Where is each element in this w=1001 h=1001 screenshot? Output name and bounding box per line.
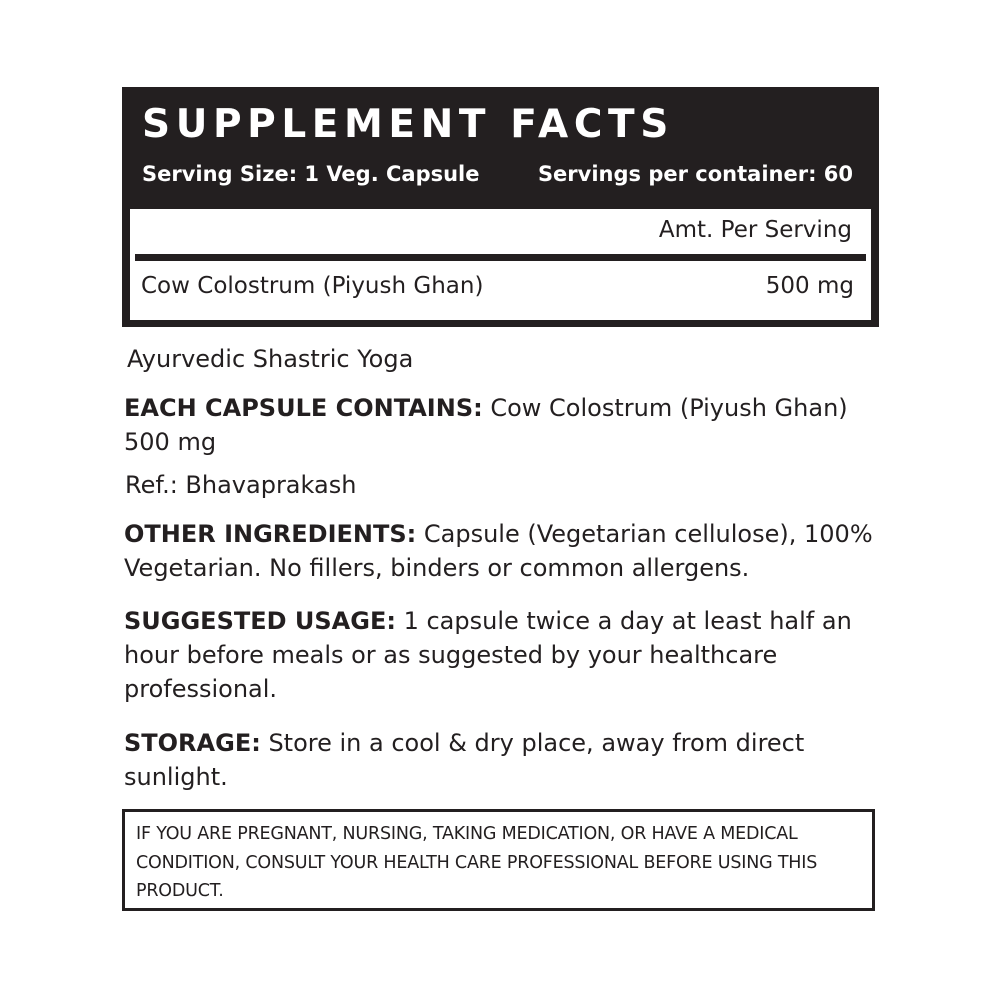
supplement-facts-title: SUPPLEMENT FACTS (142, 102, 674, 147)
formulation-type: Ayurvedic Shastric Yoga (127, 345, 414, 373)
storage (124, 726, 874, 794)
other-ingredients-text: Capsule (Vegetarian cellulose), 100% Vegetarian. No fillers, binders or common allergens. (124, 520, 873, 582)
ingredient-amount: 500 mg (765, 273, 854, 299)
storage-label: STORAGE: (124, 729, 261, 757)
each-capsule-label: EACH CAPSULE CONTAINS: (124, 394, 483, 422)
storage-text: Store in a cool & dry place, away from direct sunlight. (124, 729, 805, 791)
suggested-usage (124, 604, 874, 706)
other-ingredients-label: OTHER INGREDIENTS: (124, 520, 417, 548)
warning-box (122, 809, 875, 911)
amount-per-serving-header: Amt. Per Serving (658, 217, 852, 243)
table-divider (135, 254, 866, 261)
each-capsule-contains (124, 391, 874, 459)
suggested-usage-label: SUGGESTED USAGE: (124, 607, 396, 635)
reference: Ref.: Bhavaprakash (125, 471, 357, 499)
facts-table (130, 209, 871, 320)
each-capsule-text: Cow Colostrum (Piyush Ghan) 500 mg (124, 394, 848, 456)
supplement-facts-panel (122, 87, 879, 327)
warning-text: IF YOU ARE PREGNANT, NURSING, TAKING MEDICATION, OR HAVE A MEDICAL CONDITION, CONSULT YOUR HEALTH CARE PROFESSIONAL BEFORE USING THIS PRODUCT. (136, 824, 818, 901)
other-ingredients (124, 517, 874, 585)
servings-per-container: Servings per container: 60 (537, 162, 853, 186)
suggested-usage-text: 1 capsule twice a day at least half an hour before meals or as suggested by your healthcare professional. (124, 607, 852, 703)
ingredient-name: Cow Colostrum (Piyush Ghan) (141, 273, 484, 299)
serving-size: Serving Size: 1 Veg. Capsule (142, 162, 480, 186)
